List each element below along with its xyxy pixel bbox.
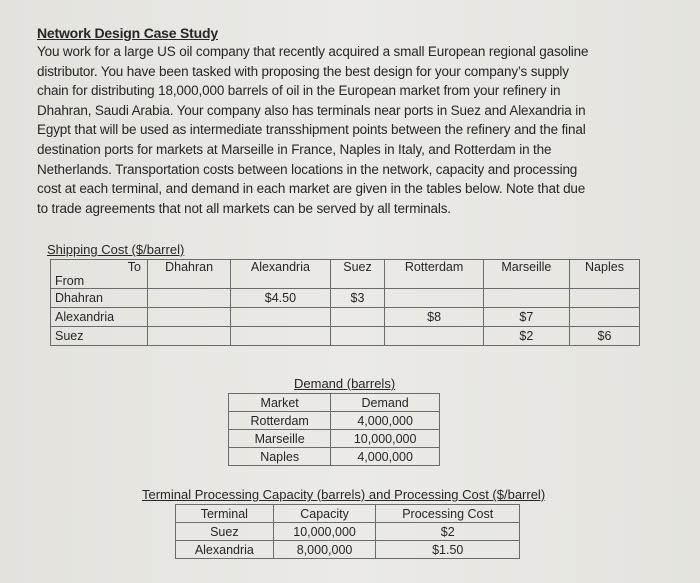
table-cell: $2 (376, 523, 520, 541)
demand-table (228, 393, 440, 466)
table-cell (330, 327, 385, 346)
table-cell: $7 (483, 308, 569, 327)
table-row (51, 289, 640, 308)
table-cell: Suez (176, 523, 274, 541)
table-cell (569, 308, 639, 327)
table-cell (148, 308, 231, 327)
paragraph-line: distributor. You have been tasked with proposing the best design for your company’s supply (37, 63, 569, 79)
terminal-table (175, 504, 520, 559)
column-header: Marseille (483, 260, 569, 289)
table-cell (483, 289, 569, 308)
terminal-caption: Terminal Processing Capacity (barrels) and Processing Cost ($/barrel) (142, 487, 546, 502)
to-label: To (127, 260, 141, 274)
table-row (51, 308, 640, 327)
paragraph-line: You work for a large US oil company that recently acquired a small European regional gasoline (37, 44, 589, 59)
table-cell: Marseille (229, 430, 331, 448)
table-cell: 4,000,000 (331, 412, 440, 430)
column-header: Terminal (176, 505, 274, 523)
table-cell: Alexandria (176, 541, 274, 559)
table-cell (148, 327, 231, 346)
paragraph-line: Egypt that will be used as intermediate transshipment points between the refinery and the final (37, 122, 586, 138)
paragraph-line: to trade agreements that not all markets can be served by all terminals. (37, 200, 451, 216)
table-cell: $8 (385, 308, 483, 327)
column-header: Naples (569, 260, 639, 289)
table-cell: 4,000,000 (331, 448, 440, 466)
column-header: Demand (331, 394, 440, 412)
table-cell (330, 308, 385, 327)
paragraph-line: destination ports for markets at Marseille in France, Naples in Italy, and Rotterdam in the (37, 141, 552, 157)
table-header-row (51, 260, 640, 289)
demand-caption: Demand (barrels) (294, 376, 396, 391)
shipping-cost-caption: Shipping Cost ($/barrel) (47, 242, 185, 257)
paragraph-line: chain for distributing 18,000,000 barrels of oil in the European market from your refinery in (37, 83, 561, 99)
from-label: From (55, 274, 85, 288)
shipping-cost-table (50, 259, 640, 346)
column-header: Dhahran (148, 260, 231, 289)
row-header: Alexandria (51, 308, 148, 327)
table-row (51, 327, 640, 346)
column-header: Market (229, 394, 331, 412)
table-cell: 10,000,000 (273, 523, 376, 541)
table-cell: 10,000,000 (331, 430, 440, 448)
row-header: Dhahran (51, 289, 148, 308)
table-cell: 8,000,000 (273, 541, 376, 559)
table-cell (231, 327, 330, 346)
column-header: Processing Cost (376, 505, 520, 523)
column-header: Rotterdam (385, 260, 483, 289)
table-cell: $2 (483, 327, 569, 346)
to-from-corner-cell (51, 260, 148, 289)
table-cell (231, 308, 330, 327)
table-header-row (229, 394, 440, 412)
table-cell: $1.50 (376, 541, 520, 559)
column-header: Alexandria (231, 260, 330, 289)
table-header-row (176, 505, 520, 523)
table-cell (569, 289, 639, 308)
case-study-title: Network Design Case Study (37, 25, 218, 41)
table-row (176, 523, 520, 541)
table-cell: Rotterdam (229, 412, 331, 430)
table-row (229, 448, 440, 466)
column-header: Suez (330, 260, 385, 289)
table-row (229, 430, 440, 448)
column-header: Capacity (273, 505, 376, 523)
paragraph-line: Netherlands. Transportation costs between locations in the network, capacity and processing (37, 161, 578, 177)
table-cell (148, 289, 231, 308)
table-cell: $4.50 (231, 289, 330, 308)
table-cell (385, 327, 483, 346)
table-cell: Naples (229, 448, 331, 466)
table-row (229, 412, 440, 430)
paragraph-line: Dhahran, Saudi Arabia. Your company also has terminals near ports in Suez and Alexandria in (37, 102, 586, 118)
table-cell: $3 (330, 289, 385, 308)
paragraph-line: cost at each terminal, and demand in each market are given in the tables below. Note that due (37, 181, 586, 197)
row-header: Suez (51, 327, 148, 346)
case-study-paragraph (37, 42, 662, 218)
table-row (176, 541, 520, 559)
table-cell: $6 (569, 327, 639, 346)
table-cell (385, 289, 483, 308)
